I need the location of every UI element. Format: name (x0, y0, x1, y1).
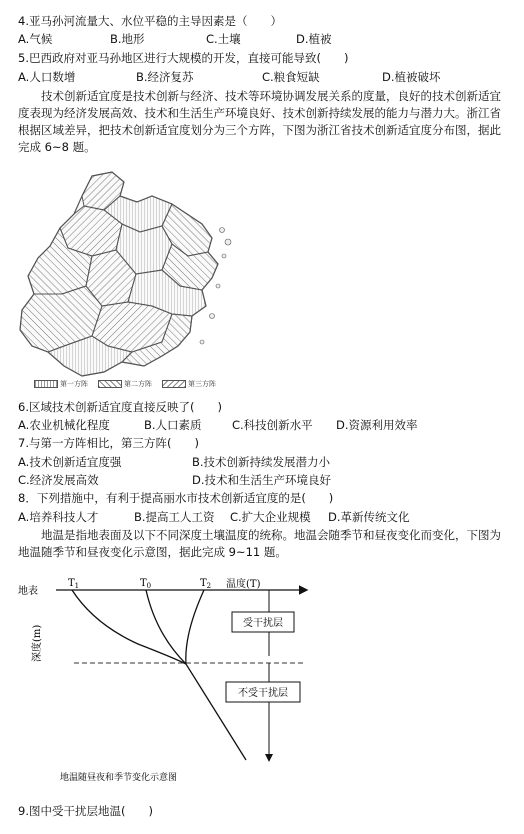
passage-ground-temperature: 地温是指地表面及以下不同深度土壤温度的统称。地温会随季节和昼夜变化而变化，下图为地温随季节和昼夜变化示意图，据此完成 9~11 题。 (18, 528, 501, 559)
q5-option-c: C.粮食短缺 (262, 70, 320, 84)
q7-option-b: B.技术创新持续发展潜力小 (192, 455, 331, 469)
q6-option-a: A.农业机械化程度 (18, 418, 110, 432)
q6-option-b: B.人口素质 (144, 418, 202, 432)
curve-t1 (72, 590, 186, 664)
surface-label: 地表 (18, 586, 38, 597)
legend-item-1: 第一方阵 (34, 379, 88, 389)
q6-stem: 6.区域技术创新适宜度直接反映了( ) (18, 400, 222, 414)
disturbed-layer-label: 受干扰层 (243, 618, 283, 629)
q6-option-d: D.资源利用效率 (336, 418, 418, 432)
legend-item-3: 第三方阵 (162, 379, 216, 389)
temperature-axis-label: 温度(T) (226, 579, 261, 590)
q5-option-a: A.人口数增 (18, 70, 76, 84)
q7-option-a: A.技术创新适宜度强 (18, 455, 122, 469)
passage-tech-innovation: 技术创新适宜度是技术创新与经济、技术等环境协调发展关系的度量，良好的技术创新适宜度表现为经济发展高效、技术和生活生产环境良好、技术创新持续发展的能力与潜力大。浙江省根据区域差异，把技术创新适宜度划分为三个方阵，下图为浙江省技术创新适宜度分布图，据此完成 6~8 题。 (18, 89, 501, 154)
t2-label: $T_2$ (200, 578, 212, 590)
q8-option-b: B.提高工人工资 (134, 510, 215, 524)
q8-stem: 8．下列措施中，有利于提高丽水市技术创新适宜度的是( ) (18, 491, 334, 505)
legend-item-2: 第二方阵 (98, 379, 152, 389)
q6-option-c: C.科技创新水平 (232, 418, 313, 432)
curve-t2 (186, 590, 204, 664)
q4-option-d: D.植被 (296, 32, 332, 46)
depth-label: 深度(m) (32, 624, 43, 662)
undisturbed-layer-label: 不受干扰层 (238, 688, 288, 699)
figure-caption: 地温随昼夜和季节变化示意图 (60, 773, 178, 783)
zhejiang-map (12, 166, 244, 398)
q7-stem: 7.与第一方阵相比，第三方阵( ) (18, 436, 199, 450)
q7-option-c: C.经济发展高效 (18, 473, 99, 487)
q5-option-b: B.经济复苏 (136, 70, 194, 84)
t1-label: $T_1$ (68, 578, 80, 590)
q9-stem: 9.图中受干扰层地温( ) (18, 804, 153, 818)
q8-option-d: D.革新传统文化 (328, 510, 410, 524)
map-legend (34, 379, 216, 389)
q4-option-b: B.地形 (110, 32, 145, 46)
curve-t0 (146, 590, 246, 760)
q5-stem: 5.巴西政府对亚马孙地区进行大规模的开发，直接可能导致( ) (18, 51, 349, 65)
ground-temperature-figure (14, 574, 314, 784)
t0-label: $T_0$ (140, 578, 152, 590)
q4-option-c: C.土壤 (206, 32, 241, 46)
q8-option-a: A.培养科技人才 (18, 510, 99, 524)
q4-stem: 4.亚马孙河流量大、水位平稳的主导因素是（ ） (18, 14, 282, 28)
q4-option-a: A.气候 (18, 32, 53, 46)
q5-option-d: D.植被破坏 (382, 70, 441, 84)
q7-option-d: D.技术和生活生产环境良好 (192, 473, 332, 487)
q8-option-c: C.扩大企业规模 (230, 510, 311, 524)
